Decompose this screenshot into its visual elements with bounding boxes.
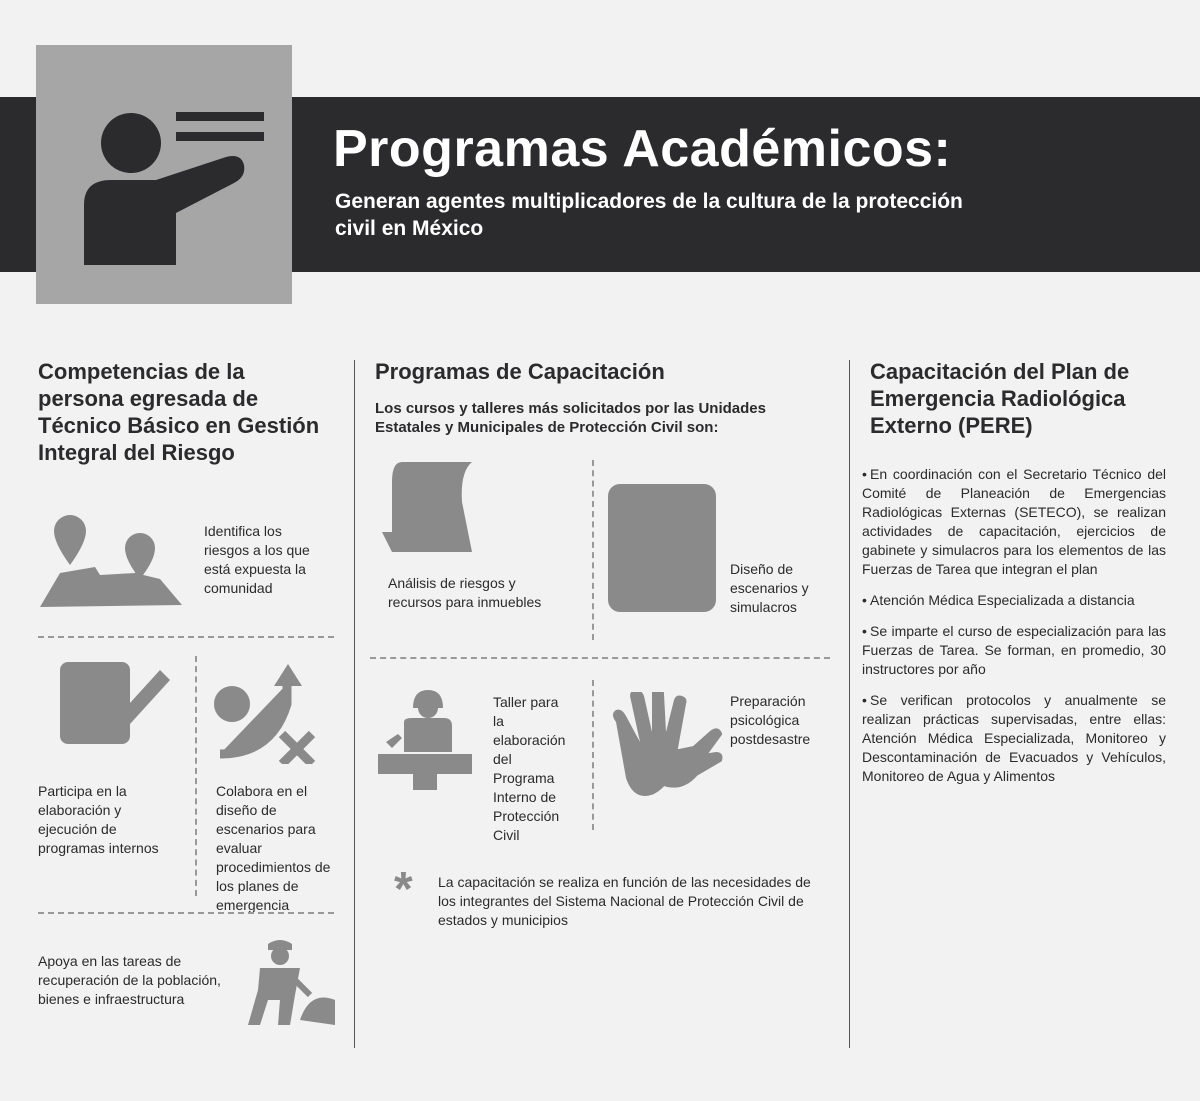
person-at-desk-icon xyxy=(378,690,478,790)
asterisk-icon: * xyxy=(394,863,413,916)
list-item xyxy=(862,591,1166,610)
pere-title: Capacitación del Plan de Emergencia Radiológica Externo (PERE) xyxy=(870,359,1130,438)
dashed-divider xyxy=(38,912,334,914)
dashed-divider xyxy=(592,460,594,640)
list-item xyxy=(862,691,1166,786)
capacitacion-item-4-text: Preparación psicológica postdesastre xyxy=(730,693,811,747)
helping-hands-icon xyxy=(604,692,724,802)
worker-shovel-icon xyxy=(240,940,340,1030)
header-icon-box xyxy=(36,45,292,304)
pere-bullet-list xyxy=(862,465,1166,798)
column-divider-left xyxy=(354,360,355,1048)
capacitacion-title: Programas de Capacitación xyxy=(375,359,665,384)
pere-bullet-text: Se imparte el curso de especialización para las Fuerzas de Tarea. Se forman, en promedio, 30 instructores por año xyxy=(862,623,1166,677)
pere-bullet-text: En coordinación con el Secretario Técnico del Comité de Planeación de Emergencias Radiológicas Externas (SETECO), se realizan actividades de capacitación, ejercicios de gabinete y simulacros para los elementos de las Fuerzas de Tarea que integran el plan xyxy=(862,466,1166,577)
column-divider-right xyxy=(849,360,850,1048)
dashed-divider xyxy=(370,657,830,659)
capacitacion-note: La capacitación se realiza en función de las necesidades de los integrantes del Sistema Nacional de Protección Civil de estados y municipios xyxy=(438,874,811,928)
list-item xyxy=(862,622,1166,679)
competencias-title: Competencias de la persona egresada de Técnico Básico en Gestión Integral del Riesgo xyxy=(38,359,320,465)
capacitacion-item-1-text: Análisis de riesgos y recursos para inmuebles xyxy=(388,575,542,610)
dashed-divider xyxy=(592,680,594,830)
page-subtitle: Generan agentes multiplicadores de la cultura de la protección civil en México xyxy=(335,190,963,240)
bullet-icon: • xyxy=(862,623,867,639)
dashed-divider xyxy=(195,656,197,896)
map-pins-icon xyxy=(40,515,190,607)
bullet-icon: • xyxy=(862,692,867,708)
capacitacion-lede: Los cursos y talleres más solicitados por las Unidades Estatales y Municipales de Protección Civil son: xyxy=(375,400,766,436)
competencia-item-1-text: Identifica los riesgos a los que está expuesta la comunidad xyxy=(204,523,310,596)
house-scroll-icon xyxy=(382,462,492,562)
pere-bullet-text: Atención Médica Especializada a distancia xyxy=(870,592,1135,608)
bullet-icon: • xyxy=(862,466,867,482)
strategy-plan-icon xyxy=(212,664,322,764)
competencia-item-4-text: Apoya en las tareas de recuperación de la población, bienes e infraestructura xyxy=(38,953,221,1007)
list-item xyxy=(862,465,1166,579)
bullet-icon: • xyxy=(862,592,867,608)
competencia-item-2-text: Participa en la elaboración y ejecución de programas internos xyxy=(38,783,159,856)
competencia-item-3-text: Colabora en el diseño de escenarios para evaluar procedimientos de los planes de emergencia xyxy=(216,783,331,913)
teacher-presenting-icon xyxy=(36,45,292,304)
document-pen-icon xyxy=(60,662,170,746)
pere-bullet-text: Se verifican protocolos y anualmente se realizan prácticas supervisadas, entre ellas: Atención Médica Especializada, Monitoreo y Descontaminación de Evacuados y Vehículos, Monitoreo de Agua y Alimentos xyxy=(862,692,1166,784)
page-title: Programas Académicos: xyxy=(333,120,952,178)
capacitacion-item-2-text: Diseño de escenarios y simulacros xyxy=(730,561,809,615)
capacitacion-item-3-text: Taller para la elaboración del Programa Interno de Protección Civil xyxy=(493,694,566,843)
dashed-divider xyxy=(38,636,334,638)
clipboard-checklist-icon xyxy=(608,484,716,614)
